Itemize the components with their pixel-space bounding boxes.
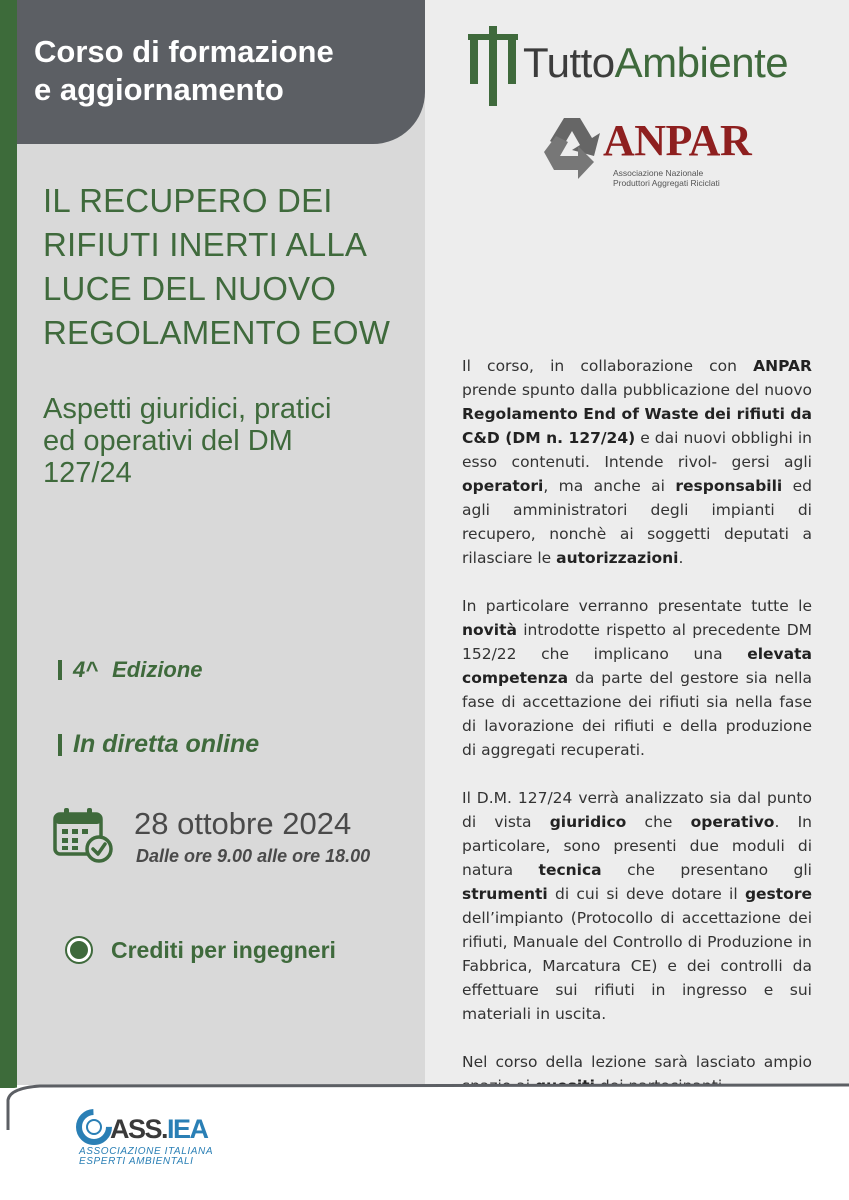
bold-run: tecnica [538,861,602,879]
bold-run: novità [462,621,517,639]
course-title-line: RIFIUTI INERTI ALLA [43,226,368,263]
tag-bar [58,734,62,756]
bold-run: gestore [744,885,812,903]
recycle-icon [534,112,610,188]
bold-run: strumenti [462,885,548,903]
course-type-line2: e aggiornamento [34,72,284,107]
logo-ambiente: Ambiente [614,39,789,86]
edition-label: Edizione [112,657,203,682]
description-paragraph-3 [462,786,812,1026]
course-title-line: LUCE DEL NUOVO [43,270,337,307]
edition-tag [58,657,203,683]
assiea-logo-icon [75,1108,113,1146]
green-side-stripe [0,0,17,1088]
event-date: 28 ottobre 2024 [134,806,352,841]
credits-label: Crediti per ingegneri [111,937,336,963]
text-run: e dai nuovi obblighi in esso contenuti. Intende rivol- gersi agli [462,429,812,471]
text-run: Nel corso della lezione sarà lasciato ampio [462,1053,812,1071]
assiea-part2: IEA [167,1114,208,1144]
anpar-logo-subtitle [613,168,720,188]
course-title [43,179,413,355]
text-run: che [626,813,691,831]
bold-run: autorizzazioni [556,549,679,567]
bold-run: ANPAR [753,357,812,375]
description-paragraph-1 [462,354,812,570]
text-run: , ma anche ai [543,477,676,495]
text-run: che presentano gli [601,861,812,879]
bullet-circle-icon [64,935,94,965]
anpar-sub-line1: Associazione Nazionale [613,168,704,178]
bold-run: operatori [462,477,544,495]
tag-bar [58,660,62,680]
bold-run: elevata competenza [462,645,812,687]
text-run: introdotte rispetto al precedente DM 152/22 che implicano una [462,621,812,663]
text-run: Il corso, in collaborazione con [462,357,754,375]
course-title-line: REGOLAMENTO EOW [43,314,391,351]
logo-tutto: Tutto [523,39,615,86]
text-run: . [678,549,684,567]
text-run: dell’impianto (Protocollo di accettazione dei rifiuti, Manuale del Controllo di Produzione in Fabbrica, Marcatura CE) e dei controlli da effettuare sui rifiuti in ingresso e sui materiali in uscita. [462,909,812,1023]
event-hours: Dalle ore 9.00 alle ore 18.00 [136,846,371,866]
course-subtitle-line: 127/24 [43,457,132,489]
text-run: di cui si deve dotare il [547,885,745,903]
bold-run: operativo [690,813,775,831]
edition-number: 4^ [73,657,99,682]
text-run: In particolare verranno presentate tutte le [462,597,812,615]
calendar-icon [52,806,114,864]
course-description [462,354,812,1122]
bold-run: giuridico [549,813,627,831]
course-title-line: IL RECUPERO DEI [43,182,333,219]
course-subtitle [43,393,413,489]
assiea-logo-text [110,1114,208,1144]
tuttoambiente-logo-text [523,38,788,88]
anpar-logo-text: ANPAR [603,116,752,165]
text-run: prende spunto dalla pubblicazione del nuovo [462,381,812,399]
course-type [34,33,394,109]
anpar-sub-line2: Produttori Aggregati Riciclati [613,178,720,188]
bold-run: responsabili [675,477,783,495]
course-subtitle-line: Aspetti giuridici, pratici [43,393,332,425]
assiea-logo-subtitle [79,1147,213,1167]
mode-tag [58,730,259,759]
text-run: ed agli amministratori degli impianti di recupero, nonchè ai soggetti deputati a rilasciare le [462,477,812,567]
text-run: Il D.M. 127/24 verrà analizzato sia dal punto di vista [462,789,812,831]
assiea-sub-line1: ASSOCIAZIONE ITALIANA [79,1146,214,1157]
mode-label: In diretta online [73,730,260,758]
course-type-line1: Corso di formazione [34,34,334,69]
course-subtitle-line: ed operativi del DM [43,425,293,457]
text-run: da parte del gestore sia nella fase di accettazione dei rifiuti sia nella fase di lavorazione dei rifiuti e della produzione di aggregati recuperati. [462,669,812,759]
left-panel [17,0,425,1085]
bold-run: Regolamento End of Waste dei rifiuti da C&D (DM n. 127/24) [462,405,812,447]
assiea-sub-line2: ESPERTI AMBIENTALI [79,1156,194,1167]
text-run: . In particolare, sono presenti due moduli di natura [462,813,812,879]
description-paragraph-2 [462,594,812,762]
assiea-part1: ASS. [110,1114,168,1144]
